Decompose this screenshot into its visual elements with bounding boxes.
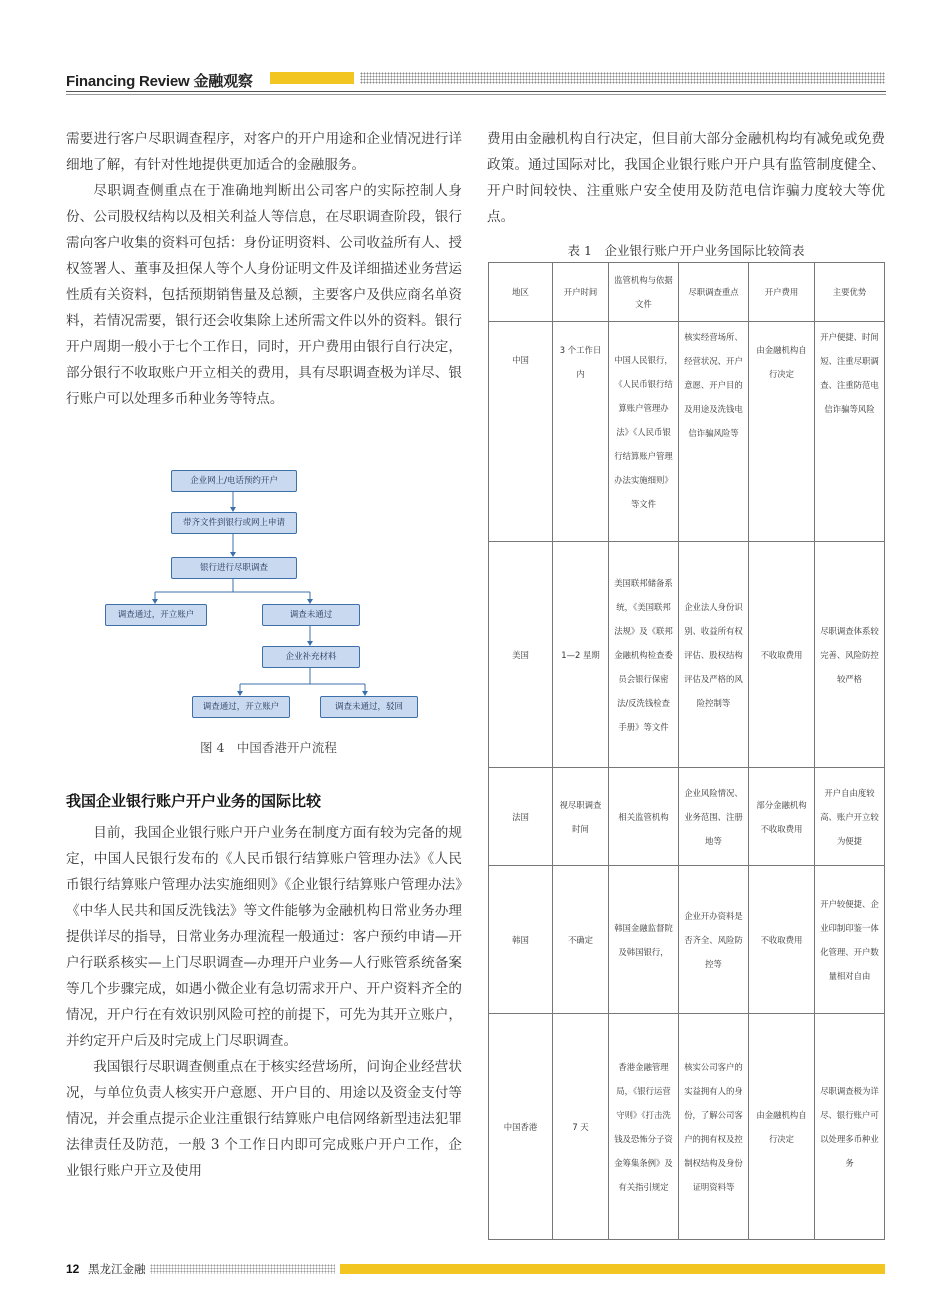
table-cell: 香港金融管理局，《银行运营守则》《打击洗钱及恐怖分子资金筹集条例》及有关指引规定	[609, 1014, 679, 1240]
table-cell: 由金融机构自行决定	[749, 1014, 815, 1240]
column-header: 主要优势	[815, 263, 885, 322]
table-cell: 中国	[489, 322, 553, 542]
flow-step-fail: 调查未通过	[262, 604, 360, 626]
flow-step-rejected: 调查未通过，驳回	[320, 696, 418, 718]
table-cell: 1—2 星期	[553, 542, 609, 768]
flow-step-appointment: 企业网上/电话预约开户	[171, 470, 297, 492]
table-cell: 开户较便捷、企业印制印鉴一体化管理、开户数量相对自由	[815, 866, 885, 1014]
table-cell: 美国联邦储备系统，《美国联邦法规》及《联邦金融机构检查委员会银行保密法/反洗钱检查手册》等文件	[609, 542, 679, 768]
table-cell: 由金融机构自行决定	[749, 322, 815, 542]
header-accent-bar	[270, 72, 354, 84]
flowchart-connectors	[100, 464, 430, 724]
table-cell: 开户自由度较高、账户开立较为便捷	[815, 768, 885, 866]
flow-step-supplement: 企业补充材料	[262, 646, 360, 668]
table-cell: 相关监管机构	[609, 768, 679, 866]
paragraph: 我国银行尽职调查侧重点在于核实经营场所，问询企业经营状况，与单位负责人核实开户意愿、开户目的、用途以及资金支付等情况，并会重点提示企业注重银行结算账户电信网络新型违法犯罪法律责任及防范，一般 3 个工作日内即可完成账户开户工作，企业银行账户开立及使用	[66, 1059, 462, 1179]
table-cell: 尽职调查极为详尽、银行账户可以处理多币种业务	[815, 1014, 885, 1240]
flow-step-pass-final: 调查通过，开立账户	[192, 696, 290, 718]
table-cell: 核实经营场所、经营状况、开户意愿、开户目的及用途及洗钱电信诈骗风险等	[679, 322, 749, 542]
table-header-row	[489, 263, 885, 322]
table-cell: 尽职调查体系较完善、风险防控较严格	[815, 542, 885, 768]
footer-accent-bar	[340, 1264, 885, 1274]
left-column-section-text	[66, 820, 462, 1184]
table-cell: 不收取费用	[749, 542, 815, 768]
flow-step-pass: 调查通过，开立账户	[105, 604, 207, 626]
table-cell: 3 个工作日内	[553, 322, 609, 542]
table-cell: 开户便捷、时间短、注重尽职调查、注重防范电信诈骗等风险	[815, 322, 885, 542]
table-row	[489, 1014, 885, 1240]
table-cell: 法国	[489, 768, 553, 866]
flow-step-due-diligence: 银行进行尽职调查	[171, 557, 297, 579]
table-cell: 不收取费用	[749, 866, 815, 1014]
flow-step-submit-documents: 带齐文件到银行或网上申请	[171, 512, 297, 534]
table-cell: 部分金融机构不收取费用	[749, 768, 815, 866]
journal-name: 黑龙江金融	[88, 1262, 146, 1276]
header-divider-secondary	[66, 94, 886, 95]
table-cell: 企业开办资料是否齐全、风险防控等	[679, 866, 749, 1014]
table-row	[489, 542, 885, 768]
table-row	[489, 866, 885, 1014]
table-cell: 视尽职调查时间	[553, 768, 609, 866]
column-header: 开户时间	[553, 263, 609, 322]
table-cell: 中国香港	[489, 1014, 553, 1240]
paragraph: 需要进行客户尽职调查程序，对客户的开户用途和企业情况进行详细地了解，有针对性地提供更加适合的金融服务。	[66, 131, 462, 173]
journal-header	[66, 70, 253, 91]
table-row	[489, 768, 885, 866]
table-cell: 中国人民银行，《人民币银行结算账户管理办法》《人民币银行结算账户管理办法实施细则》等文件	[609, 322, 679, 542]
page-number: 12	[66, 1262, 80, 1276]
table-row	[489, 322, 885, 542]
paragraph: 目前，我国企业银行账户开户业务在制度方面有较为完备的规定，中国人民银行发布的《人民币银行结算账户管理办法》《人民币银行结算账户管理办法实施细则》《企业银行结算账户管理办法》《中华人民共和国反洗钱法》等文件能够为金融机构日常业务办理提供详尽的指导，日常业务办理流程一般通过：客户预约申请—开户行联系核实—上门尽职调查—办理开户业务—人行账管系统备案等几个步骤完成，如遇小微企业有急切需求开户、开户资料齐全的情况，开户行在有效识别风险可控的前提下，可先为其开立账户，并约定开户后及时完成上门尽职调查。	[66, 825, 462, 1049]
paragraph: 尽职调查侧重点在于准确地判断出公司客户的实际控制人身份、公司股权结构以及相关利益人等信息，在尽职调查阶段，银行需向客户收集的资料可包括：身份证明资料、公司收益所有人、授权签署人、董事及担保人等个人身份证明文件及详细描述业务营运性质有关资料，包括预期销售量及总额，主要客户及供应商名单资料，若情况需要，银行还会收集除上述所需文件以外的资料。银行开户周期一般小于七个工作日，同时，开户费用由银行自行决定，部分银行不收取账户开立相关的费用，具有尽职调查极为详尽、银行账户可以处理多币种业务等特点。	[66, 183, 462, 407]
header-title-cn: 金融观察	[193, 72, 253, 90]
column-header: 尽职调查重点	[679, 263, 749, 322]
column-header: 地区	[489, 263, 553, 322]
table-cell: 企业法人身份识别、收益所有权评估、股权结构评估及严格的风险控制等	[679, 542, 749, 768]
table-caption: 表 1 企业银行账户开户业务国际比较简表	[567, 243, 805, 258]
table-cell: 企业风险情况、业务范围、注册地等	[679, 768, 749, 866]
column-header: 开户费用	[749, 263, 815, 322]
figure-caption: 图 4 中国香港开户流程	[200, 740, 337, 755]
footer-dot-pattern	[150, 1264, 335, 1274]
left-column-text	[66, 126, 462, 412]
header-title-en: Financing Review	[66, 73, 190, 90]
right-column-text	[487, 126, 885, 230]
comparison-table	[488, 262, 885, 1240]
table-cell: 韩国金融监督院及韩国银行，	[609, 866, 679, 1014]
header-divider	[66, 91, 886, 92]
section-heading: 我国企业银行账户开户业务的国际比较	[66, 792, 322, 810]
table-cell: 7 天	[553, 1014, 609, 1240]
table-cell: 不确定	[553, 866, 609, 1014]
column-header: 监管机构与依据文件	[609, 263, 679, 322]
table-cell: 韩国	[489, 866, 553, 1014]
header-dot-pattern	[360, 72, 885, 84]
table-cell: 核实公司客户的实益拥有人的身份，了解公司客户的拥有权及控制权结构及身份证明资料等	[679, 1014, 749, 1240]
table-cell: 美国	[489, 542, 553, 768]
paragraph: 费用由金融机构自行决定，但目前大部分金融机构均有减免或免费政策。通过国际对比，我国企业银行账户开户具有监管制度健全、开户时间较快、注重账户安全使用及防范电信诈骗力度较大等优点。	[487, 131, 885, 225]
